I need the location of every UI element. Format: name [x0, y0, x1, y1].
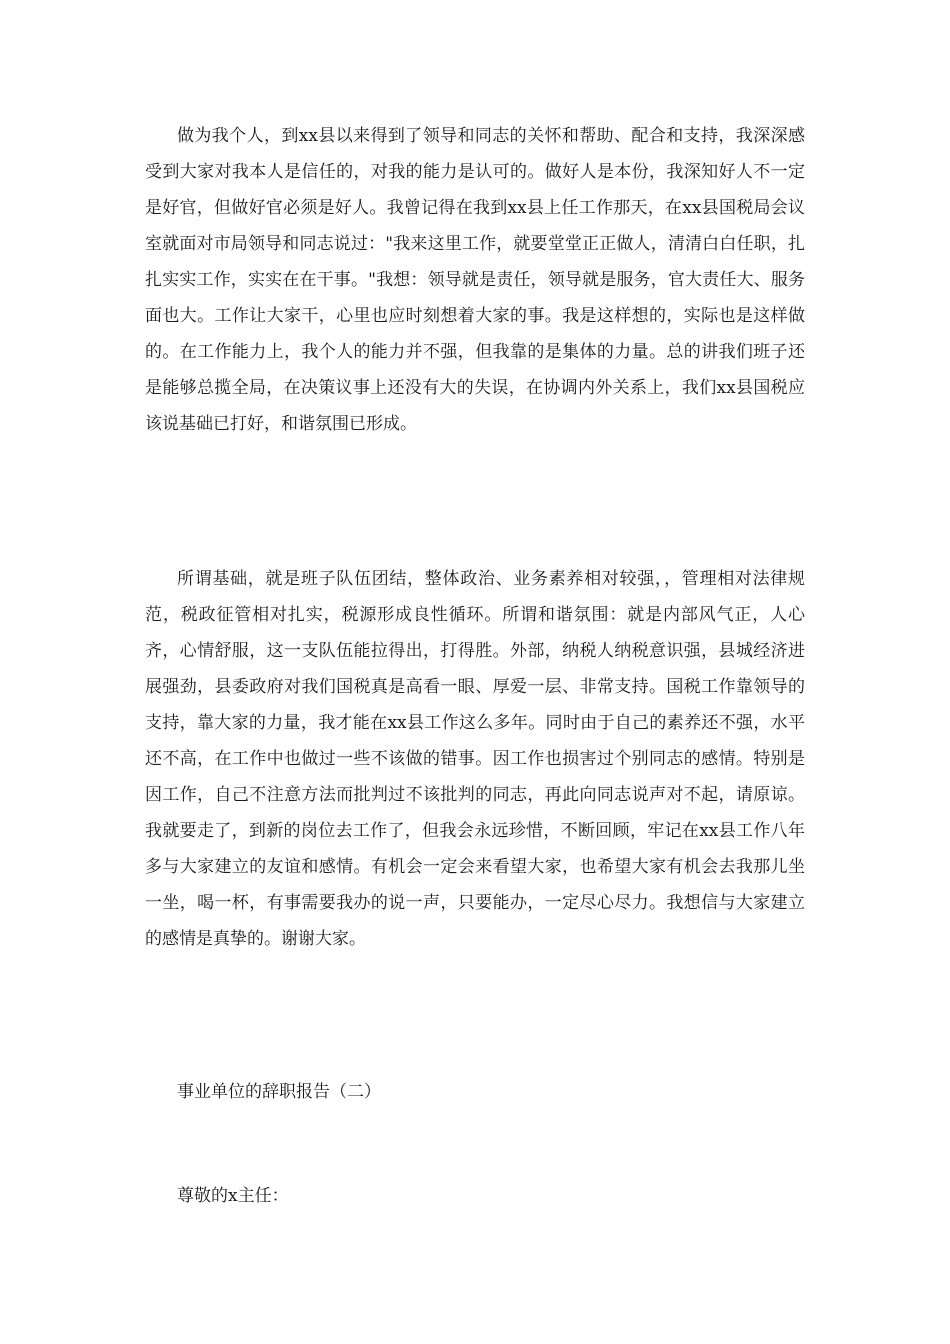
body-paragraph-2: 所谓基础，就是班子队伍团结，整体政治、业务素养相对较强，，管理相对法律规范，税政征管相对扎实，税源形成良性循环。所谓和谐氛围：就是内部风气正，人心齐，心情舒服，这一支队伍能拉得出，打得胜。外部，纳税人纳税意识强，县城经济进展强劲，县委政府对我们国税真是高看一眼、厚爱一层、非常支持。国税工作靠领导的支持，靠大家的力量，我才能在xx县工作这么多年。同时由于自己的素养还不强，水平还不高，在工作中也做过一些不该做的错事。因工作也损害过个别同志的感情。特别是因工作，自己不注意方法而批判过不该批判的同志，再此向同志说声对不起，请原谅。我就要走了，到新的岗位去工作了，但我会永远珍惜，不断回顾，牢记在xx县工作八年多与大家建立的友谊和感情。有机会一定会来看望大家，也希望大家有机会去我那儿坐一坐，喝一杯，有事需要我办的说一声，只要能办，一定尽心尽力。我想信与大家建立的感情是真挚的。谢谢大家。	[145, 569, 805, 949]
section-heading: 事业单位的辞职报告（二）	[177, 1082, 381, 1102]
body-paragraph-1: 做为我个人，到xx县以来得到了领导和同志的关怀和帮助、配合和支持，我深深感受到大家对我本人是信任的，对我的能力是认可的。做好人是本份，我深知好人不一定是好官，但做好官必须是好人。我曾记得在我到xx县上任工作那天，在xx县国税局会议室就面对市局领导和同志说过："我来这里工作，就要堂堂正正做人，清清白白任职，扎扎实实工作，实实在在干事。"我想：领导就是责任，领导就是服务，官大责任大、服务面也大。工作让大家干，心里也应时刻想着大家的事。我是这样想的，实际也是这样做的。在工作能力上，我个人的能力并不强，但我靠的是集体的力量。总的讲我们班子还是能够总揽全局，在决策议事上还没有大的失误，在协调内外关系上，我们xx县国税应该说基础已打好，和谐氛围已形成。	[145, 126, 805, 434]
salutation-line: 尊敬的x主任：	[177, 1186, 289, 1206]
